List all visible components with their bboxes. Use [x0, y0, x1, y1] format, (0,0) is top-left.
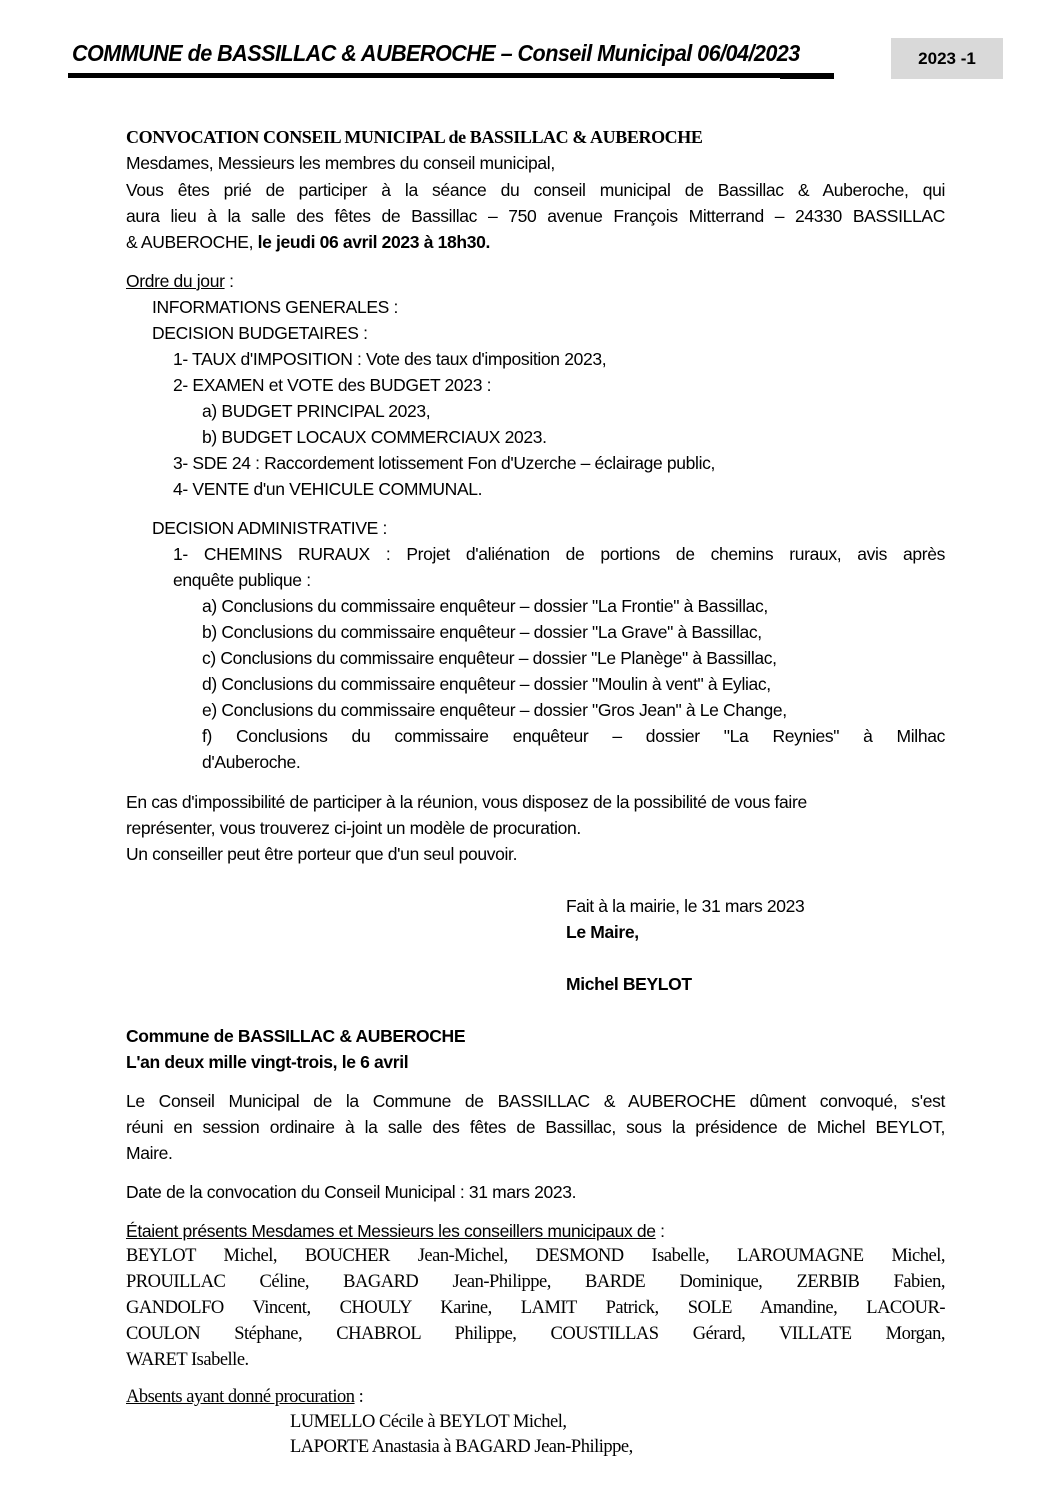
minutes-commune: Commune de BASSILLAC & AUBEROCHE: [126, 1026, 466, 1046]
signature-role: Le Maire,: [566, 922, 639, 942]
present-members-line: BEYLOT Michel, BOUCHER Jean-Michel, DESMOND Isabelle, LAROUMAGNE Michel,: [126, 1246, 945, 1266]
intro-line-1: Vous êtes prié de participer à la séance du conseil municipal de Bassillac & Auberoche, qui: [126, 180, 945, 200]
agenda-admin-item-1-line-1: 1- CHEMINS RURAUX : Projet d'aliénation de portions de chemins ruraux, avis après: [173, 544, 945, 564]
agenda-item: 3- SDE 24 : Raccordement lotissement Fon d'Uzerche – éclairage public,: [173, 453, 716, 473]
agenda-admin-subitem-continuation: d'Auberoche.: [202, 752, 301, 772]
agenda-heading: [126, 268, 234, 294]
page-reference-badge: [891, 38, 1003, 79]
header-rule-tail: [780, 75, 834, 79]
present-heading: [126, 1218, 665, 1244]
minutes-para-line-3: Maire.: [126, 1143, 173, 1163]
header-rule: [68, 73, 834, 78]
minutes-convocation-date: Date de la convocation du Conseil Municipal : 31 mars 2023.: [126, 1182, 577, 1202]
proxy-notice-line-1: En cas d'impossibilité de participer à la réunion, vous disposez de la possibilité de vous faire: [126, 792, 807, 812]
proxy-notice-line-2: représenter, vous trouverez ci-joint un modèle de procuration.: [126, 818, 581, 838]
intro-line-2: aura lieu à la salle des fêtes de Bassillac – 750 avenue François Mitterrand – 24330 BASSILLAC: [126, 206, 945, 226]
present-members-line: COULON Stéphane, CHABROL Philippe, COUSTILLAS Gérard, VILLATE Morgan,: [126, 1324, 945, 1344]
signature-name: Michel BEYLOT: [566, 974, 692, 994]
absent-heading-label: Absents ayant donné procuration: [126, 1387, 355, 1407]
intro-line-3-plain: & AUBEROCHE,: [126, 232, 258, 252]
agenda-item: 1- TAUX d'IMPOSITION : Vote des taux d'imposition 2023,: [173, 349, 607, 369]
convocation-title: CONVOCATION CONSEIL MUNICIPAL de BASSILLAC & AUBEROCHE: [126, 127, 703, 147]
absent-heading: [126, 1384, 363, 1410]
proxy-entry: LUMELLO Cécile à BEYLOT Michel,: [290, 1412, 567, 1432]
meeting-datetime: le jeudi 06 avril 2023 à 18h30.: [257, 232, 490, 252]
agenda-admin-subitem: a) Conclusions du commissaire enquêteur – dossier "La Frontie" à Bassillac,: [202, 596, 768, 616]
document-header-title: COMMUNE de BASSILLAC & AUBEROCHE – Conseil Municipal 06/04/2023: [72, 40, 800, 66]
intro-line-3: [126, 229, 490, 255]
agenda-item: 4- VENTE d'un VEHICULE COMMUNAL.: [173, 479, 483, 499]
present-members-line: GANDOLFO Vincent, CHOULY Karine, LAMIT Patrick, SOLE Amandine, LACOUR-: [126, 1298, 945, 1318]
proxy-notice-line-3: Un conseiller peut être porteur que d'un seul pouvoir.: [126, 844, 518, 864]
agenda-admin-item-1-line-2: enquête publique :: [173, 570, 311, 590]
present-heading-suffix: :: [655, 1221, 665, 1241]
agenda-admin-section-title: DECISION ADMINISTRATIVE :: [152, 518, 387, 538]
page-reference: 2023 -1: [918, 48, 976, 68]
agenda-admin-subitem: c) Conclusions du commissaire enquêteur – dossier "Le Planège" à Bassillac,: [202, 648, 777, 668]
salutation: Mesdames, Messieurs les membres du conseil municipal,: [126, 153, 555, 173]
present-members-line: WARET Isabelle.: [126, 1350, 249, 1370]
agenda-general-info: INFORMATIONS GENERALES :: [152, 297, 399, 317]
minutes-date-line: L'an deux mille vingt-trois, le 6 avril: [126, 1052, 409, 1072]
agenda-item: 2- EXAMEN et VOTE des BUDGET 2023 :: [173, 375, 492, 395]
minutes-para-line-1: Le Conseil Municipal de la Commune de BASSILLAC & AUBEROCHE dûment convoqué, s'est: [126, 1091, 945, 1111]
agenda-admin-subitem: d) Conclusions du commissaire enquêteur – dossier "Moulin à vent" à Eyliac,: [202, 674, 771, 694]
present-heading-label: Étaient présents Mesdames et Messieurs les conseillers municipaux de: [126, 1221, 656, 1241]
present-members-line: PROUILLAC Céline, BAGARD Jean-Philippe, BARDE Dominique, ZERBIB Fabien,: [126, 1272, 945, 1292]
agenda-subitem: b) BUDGET LOCAUX COMMERCIAUX 2023.: [202, 427, 547, 447]
agenda-admin-subitem: b) Conclusions du commissaire enquêteur – dossier "La Grave" à Bassillac,: [202, 622, 762, 642]
agenda-budget-section-title: DECISION BUDGETAIRES :: [152, 323, 368, 343]
signature-place-date: Fait à la mairie, le 31 mars 2023: [566, 896, 805, 916]
agenda-subitem: a) BUDGET PRINCIPAL 2023,: [202, 401, 431, 421]
proxy-entry: LAPORTE Anastasia à BAGARD Jean-Philippe,: [290, 1437, 633, 1457]
agenda-heading-label: Ordre du jour: [126, 271, 225, 291]
absent-heading-suffix: :: [354, 1387, 364, 1407]
minutes-para-line-2: réuni en session ordinaire à la salle des fêtes de Bassillac, sous la présidence de Michel BEYLOT,: [126, 1117, 945, 1137]
agenda-admin-subitem: f) Conclusions du commissaire enquêteur – dossier "La Reynies" à Milhac: [202, 726, 945, 746]
agenda-admin-subitem: e) Conclusions du commissaire enquêteur – dossier "Gros Jean" à Le Change,: [202, 700, 787, 720]
agenda-heading-suffix: :: [224, 271, 234, 291]
